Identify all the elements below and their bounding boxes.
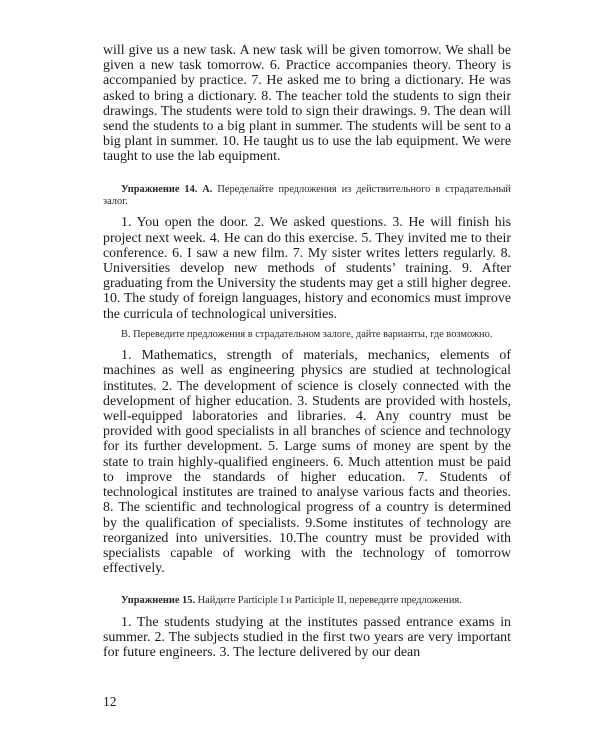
exercise-15-text: 1. The students studying at the institutes passed entrance exams in summer. 2. The subjects studied in the first two years are very important for future engineers. 3. The lecture delivered by our dean [103,614,511,661]
page-content [103,43,511,660]
exercise-15-instruction-text: Найдите Participle I и Participle II, переведите предложения. [197,595,462,607]
continuation-paragraph: will give us a new task. A new task will be given tomorrow. We shall be given a new task tomorrow. 6. Practice accompanies theory. Theory is accompanied by practice. 7. He asked me to bring a dictionary. He was asked to bring a dictionary. 8. The teacher told the students to sign their drawings. The students were told to sign their drawings. 9. The dean will send the students to a big plant in summer. The students will be sent to a big plant in summer. 10. He taught us to use the lab equipment. We were taught to use the lab equipment. [103,43,511,165]
exercise-14a-instruction-text: Переделайте предложения из действительного в страдательный залог. [103,183,511,208]
exercise-15-label: Упражнение 15. [121,595,196,607]
exercise-15-instruction [103,595,511,607]
page-number: 12 [103,694,117,709]
exercise-14a-text: 1. You open the door. 2. We asked questions. 3. He will finish his project next week. 4. He can do this exercise. 5. They invited me to their conference. 6. I saw a new film. 7. My sister writes letters regularly. 8. Universities develop new methods of students’ training. 9. After graduating from the University the students may get a still higher degree. 10. The study of foreign languages, history and economics must improve the curricula of technological universities. [103,215,511,322]
exercise-14b-text: 1. Mathematics, strength of materials, mechanics, elements of machines as well as engineering physics are studied at technological institutes. 2. The development of science is closely connected with the development of higher education. 3. Students are provided with hostels, well-equipped laboratories and libraries. 4. Any country must be provided with good specialists in all branches of science and technology for its further development. 5. Large sums of money are spent by the state to train highly-qualified engineers. 6. Much attention must be paid to improve the standards of higher education. 7. Students of technological institutes are trained to analyse various facts and theories. 8. The scientific and technological progress of a country is determined by the qualification of specialists. 9.Some institutes of technology are reorganized into universities. 10.The country must be provided with specialists capable of working with the technology of tomorrow effectively. [103,348,511,577]
exercise-14b-instruction: В. Переведите предложения в страдательном залоге, дайте варианты, где возможно. [121,328,493,340]
exercise-14a-label: Упражнение 14. А. [121,183,213,195]
exercise-14a-instruction [103,184,511,209]
